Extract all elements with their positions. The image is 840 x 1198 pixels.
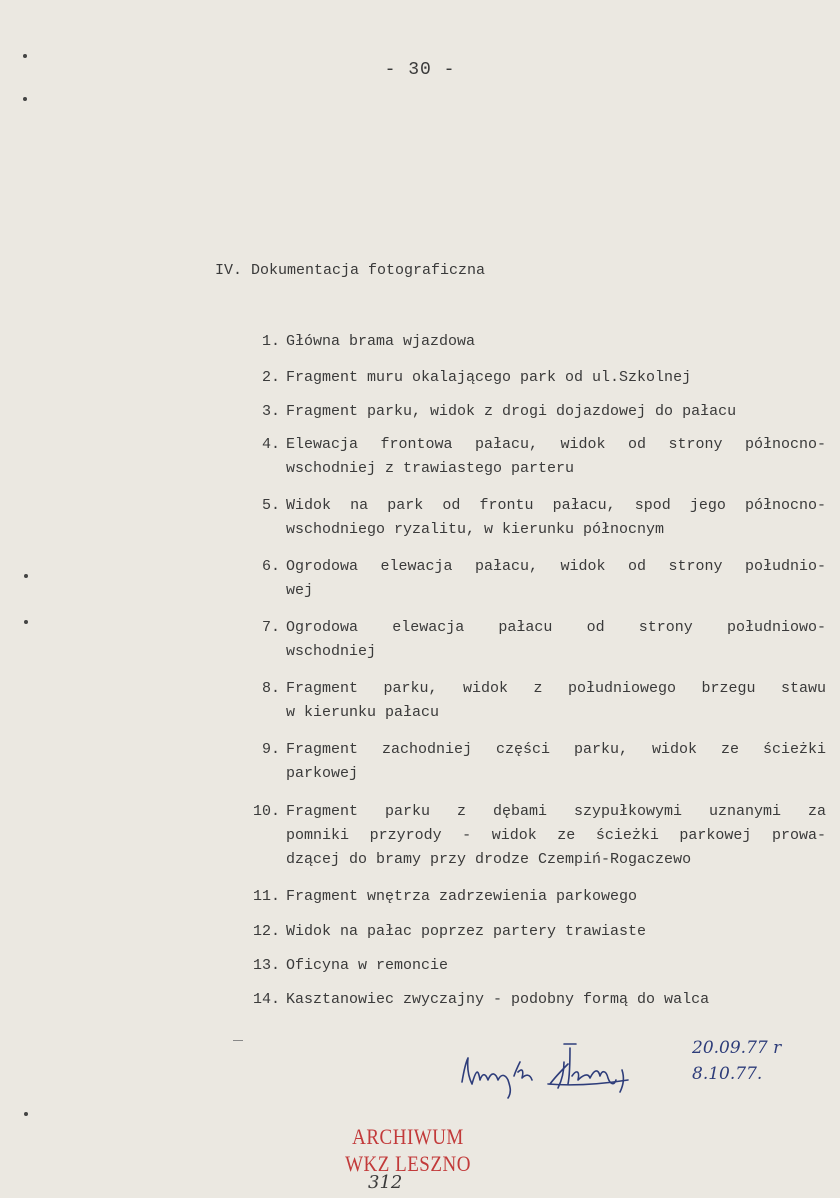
list-item-number: 9. <box>261 741 280 758</box>
list-item-line: w kierunku pałacu <box>286 704 440 721</box>
stamp-line-2: WKZ LESZNO <box>345 1152 471 1177</box>
list-item-line: Ogrodowa elewacja pałacu od strony południowo- <box>286 619 826 636</box>
list-item-number: 3. <box>261 403 280 420</box>
list-item-line: Widok na park od frontu pałacu, spod jego północno- <box>286 497 826 514</box>
list-item-text <box>286 800 826 872</box>
stamp-line-1: ARCHIWUM <box>352 1125 464 1150</box>
list-item-line: wschodniej <box>286 643 377 660</box>
list-item-text <box>286 433 826 481</box>
list-item-line: pomniki przyrody - widok ze ścieżki parkowej prowa- <box>286 827 826 844</box>
list-item-number: 5. <box>261 497 280 514</box>
list-item-number: 1. <box>261 333 280 350</box>
archive-stamp <box>338 1124 478 1178</box>
list-item-line: Fragment parku, widok z drogi dojazdowej do pałacu <box>286 403 737 420</box>
list-item-line: Główna brama wjazdowa <box>286 333 476 350</box>
list-item-line: Fragment zachodniej części parku, widok ze ścieżki <box>286 741 826 758</box>
list-item-line: wschodniego ryzalitu, w kierunku północnym <box>286 521 665 538</box>
handwritten-signature <box>452 1040 682 1100</box>
list-item-number: 2. <box>261 369 280 386</box>
list-item-text <box>286 677 826 725</box>
list-item-number: 14. <box>252 991 280 1008</box>
list-item-text <box>286 555 826 603</box>
list-item-line: Fragment muru okalającego park od ul.Szkolnej <box>286 369 692 386</box>
archive-number: 312 <box>368 1172 403 1193</box>
list-item-text <box>286 616 826 664</box>
list-item-number: 7. <box>261 619 280 636</box>
list-item-line: wej <box>286 582 314 599</box>
list-item-number: 10. <box>252 803 280 820</box>
list-item-text <box>286 494 826 542</box>
list-item-text <box>286 738 826 786</box>
margin-mark <box>24 574 28 578</box>
list-item-text <box>286 885 826 909</box>
list-item-line: Elewacja frontowa pałacu, widok od strony północno- <box>286 436 826 453</box>
list-item-line: Fragment parku, widok z południowego brzegu stawu <box>286 680 826 697</box>
list-item-line: parkowej <box>286 765 359 782</box>
list-item-text <box>286 920 826 944</box>
date-1: 20.09.77 r <box>692 1038 782 1058</box>
list-item-line: Fragment wnętrza zadrzewienia parkowego <box>286 888 638 905</box>
list-item-number: 4. <box>261 436 280 453</box>
list-item-text <box>286 988 826 1012</box>
list-item-line: wschodniej z trawiastego parteru <box>286 460 575 477</box>
margin-mark <box>24 1112 28 1116</box>
list-item-line: Oficyna w remoncie <box>286 957 449 974</box>
handwritten-dates <box>692 1035 781 1087</box>
list-item-line: Kasztanowiec zwyczajny - podobny formą do walca <box>286 991 710 1008</box>
list-item-line: Widok na pałac poprzez partery trawiaste <box>286 923 647 940</box>
list-item-number: 8. <box>261 680 280 697</box>
margin-mark <box>23 97 27 101</box>
page-number: - 30 - <box>384 60 456 80</box>
list-item-text <box>286 400 826 424</box>
end-dash <box>233 1040 243 1041</box>
section-title: IV. Dokumentacja fotograficzna <box>215 262 486 279</box>
margin-mark <box>23 54 27 58</box>
list-item-line: Fragment parku z dębami szypułkowymi uznanymi za <box>286 803 826 820</box>
list-item-number: 13. <box>252 957 280 974</box>
list-item-number: 11. <box>252 888 280 905</box>
list-item-text <box>286 366 826 390</box>
list-item-number: 12. <box>252 923 280 940</box>
list-item-text <box>286 954 826 978</box>
list-item-line: dzącej do bramy przy drodze Czempiń-Rogaczewo <box>286 851 692 868</box>
date-2: 8.10.77. <box>692 1064 763 1084</box>
list-item-number: 6. <box>261 558 280 575</box>
list-item-text <box>286 330 826 354</box>
margin-mark <box>24 620 28 624</box>
list-item-line: Ogrodowa elewacja pałacu, widok od strony południo- <box>286 558 826 575</box>
